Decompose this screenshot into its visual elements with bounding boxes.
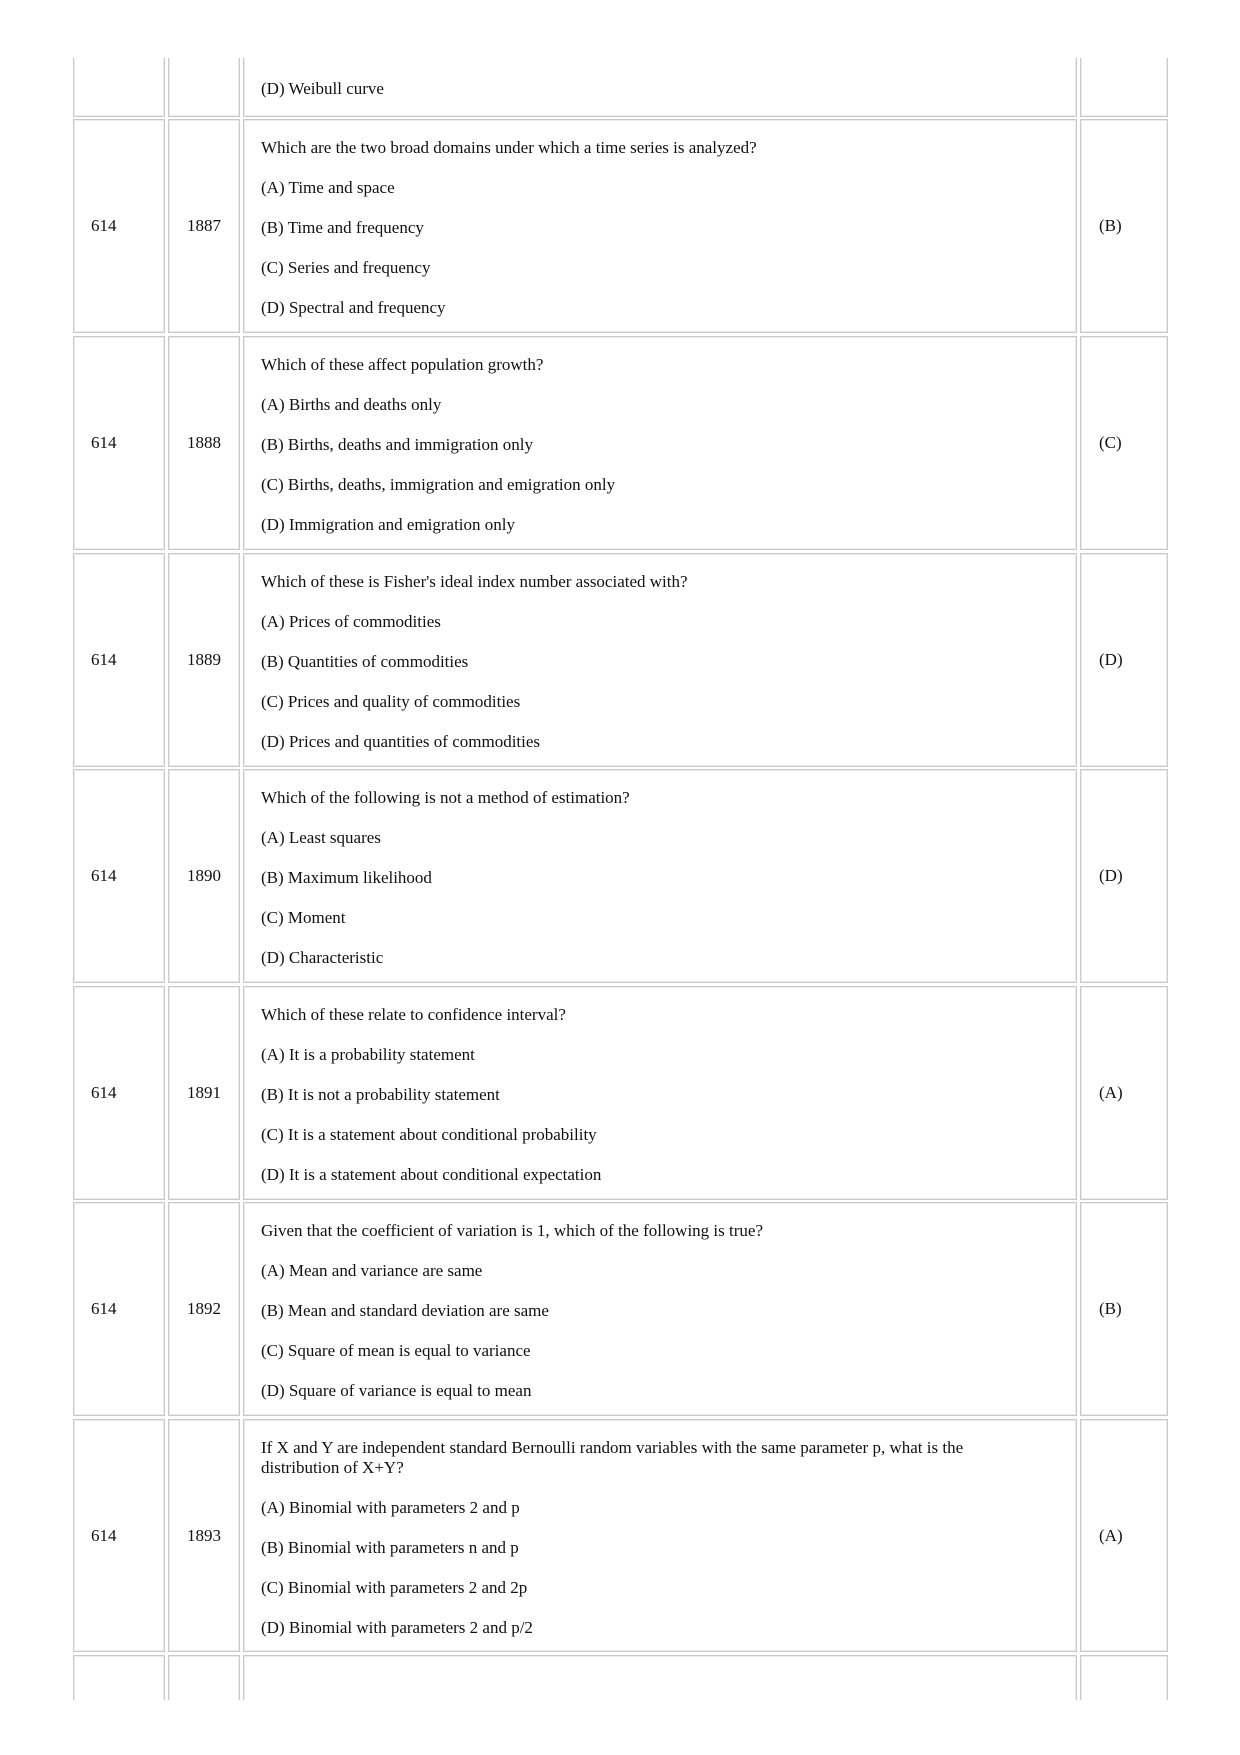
answer-cell: [1080, 1419, 1168, 1652]
option-d: (D) Spectral and frequency: [261, 298, 446, 317]
question-number-cell: [168, 986, 240, 1200]
subject-cell: [73, 553, 165, 767]
question-text: Which of these affect population growth?: [261, 355, 544, 374]
option-c: (C) Binomial with parameters 2 and 2p: [261, 1578, 528, 1597]
option-b: (B) Binomial with parameters n and p: [261, 1538, 519, 1557]
option-c: (C) Series and frequency: [261, 258, 431, 277]
table-row: [73, 769, 1168, 983]
subject-code: 614: [91, 650, 117, 669]
table-row: [73, 1419, 1168, 1652]
question-cell: [243, 553, 1077, 767]
question-number: 1891: [187, 1083, 221, 1102]
option-d: (D) Weibull curve: [261, 79, 384, 98]
option-b: (B) Quantities of commodities: [261, 652, 469, 671]
table-row: [73, 986, 1168, 1200]
option-b: (B) Mean and standard deviation are same: [261, 1301, 549, 1320]
answer-cell: [1080, 1655, 1168, 1700]
option-a: (A) It is a probability statement: [261, 1045, 475, 1064]
table-row-continuation: [73, 58, 1168, 117]
answer-key: (D): [1099, 650, 1123, 669]
question-number-cell: [168, 58, 240, 117]
question-number-cell: [168, 1202, 240, 1416]
question-number: 1892: [187, 1299, 221, 1318]
option-a: (A) Births and deaths only: [261, 395, 442, 414]
subject-code: 614: [91, 1083, 117, 1102]
subject-cell: [73, 336, 165, 550]
table-row: [73, 119, 1168, 333]
answer-key: (D): [1099, 866, 1123, 885]
subject-cell: [73, 1655, 165, 1700]
question-cell: [243, 1202, 1077, 1416]
subject-cell: [73, 769, 165, 983]
subject-cell: [73, 1419, 165, 1652]
option-a: (A) Least squares: [261, 828, 381, 847]
question-number-cell: [168, 769, 240, 983]
subject-code: 614: [91, 866, 117, 885]
option-b: (B) Maximum likelihood: [261, 868, 432, 887]
question-text: Which are the two broad domains under which a time series is analyzed?: [261, 138, 757, 157]
question-number: 1887: [187, 216, 221, 235]
option-c: (C) Moment: [261, 908, 346, 927]
subject-code: 614: [91, 1525, 117, 1545]
question-cell: [243, 119, 1077, 333]
table-row: [73, 336, 1168, 550]
subject-cell: [73, 119, 165, 333]
answer-cell: [1080, 119, 1168, 333]
question-cell: [243, 58, 1077, 117]
question-number-cell: [168, 1419, 240, 1652]
option-d: (D) Immigration and emigration only: [261, 515, 515, 534]
answer-cell: [1080, 986, 1168, 1200]
subject-cell: [73, 58, 165, 117]
question-number-cell: [168, 1655, 240, 1700]
question-number-cell: [168, 336, 240, 550]
option-a: (A) Time and space: [261, 178, 395, 197]
option-d: (D) It is a statement about conditional expectation: [261, 1165, 602, 1184]
option-a: (A) Mean and variance are same: [261, 1261, 483, 1280]
subject-code: 614: [91, 1299, 117, 1318]
option-d: (D) Square of variance is equal to mean: [261, 1381, 532, 1400]
question-number: 1888: [187, 433, 221, 452]
question-number-cell: [168, 119, 240, 333]
question-cell: [243, 336, 1077, 550]
subject-code: 614: [91, 433, 117, 452]
answer-cell: [1080, 769, 1168, 983]
question-text: Which of these is Fisher's ideal index number associated with?: [261, 572, 688, 591]
option-b: (B) Time and frequency: [261, 218, 424, 237]
subject-cell: [73, 1202, 165, 1416]
option-c: (C) It is a statement about conditional probability: [261, 1125, 597, 1144]
question-number: 1889: [187, 650, 221, 669]
subject-cell: [73, 986, 165, 1200]
question-number: 1893: [187, 1525, 221, 1545]
option-b: (B) It is not a probability statement: [261, 1085, 500, 1104]
answer-key: (B): [1099, 216, 1122, 235]
question-text: Which of these relate to confidence interval?: [261, 1005, 566, 1024]
table-row-partial: [73, 1655, 1168, 1700]
question-cell: [243, 986, 1077, 1200]
answer-cell: [1080, 336, 1168, 550]
question-cell: [243, 769, 1077, 983]
question-text: Which of the following is not a method of estimation?: [261, 788, 630, 807]
option-d: (D) Binomial with parameters 2 and p/2: [261, 1618, 533, 1637]
answer-key: (B): [1099, 1299, 1122, 1318]
answer-cell: [1080, 1202, 1168, 1416]
question-number-cell: [168, 553, 240, 767]
answer-key: (A): [1099, 1525, 1123, 1545]
option-d: (D) Prices and quantities of commodities: [261, 732, 541, 751]
option-d: (D) Characteristic: [261, 948, 384, 967]
answer-cell: [1080, 553, 1168, 767]
option-c: (C) Square of mean is equal to variance: [261, 1341, 531, 1360]
table-row: [73, 553, 1168, 767]
option-c: (C) Prices and quality of commodities: [261, 692, 521, 711]
question-cell: [243, 1655, 1077, 1700]
option-a: (A) Prices of commodities: [261, 612, 441, 631]
question-cell: [243, 1419, 1077, 1652]
option-a: (A) Binomial with parameters 2 and p: [261, 1498, 520, 1517]
question-text: Given that the coefficient of variation is 1, which of the following is true?: [261, 1221, 763, 1240]
subject-code: 614: [91, 216, 117, 235]
option-c: (C) Births, deaths, immigration and emigration only: [261, 475, 616, 494]
answer-key: (C): [1099, 433, 1122, 452]
answer-cell: [1080, 58, 1168, 117]
option-b: (B) Births, deaths and immigration only: [261, 435, 533, 454]
table-row: [73, 1202, 1168, 1416]
answer-key: (A): [1099, 1083, 1123, 1102]
question-text: If X and Y are independent standard Bernoulli random variables with the same parameter p, what is the distribution of X+Y?: [261, 1438, 964, 1477]
question-number: 1890: [187, 866, 221, 885]
